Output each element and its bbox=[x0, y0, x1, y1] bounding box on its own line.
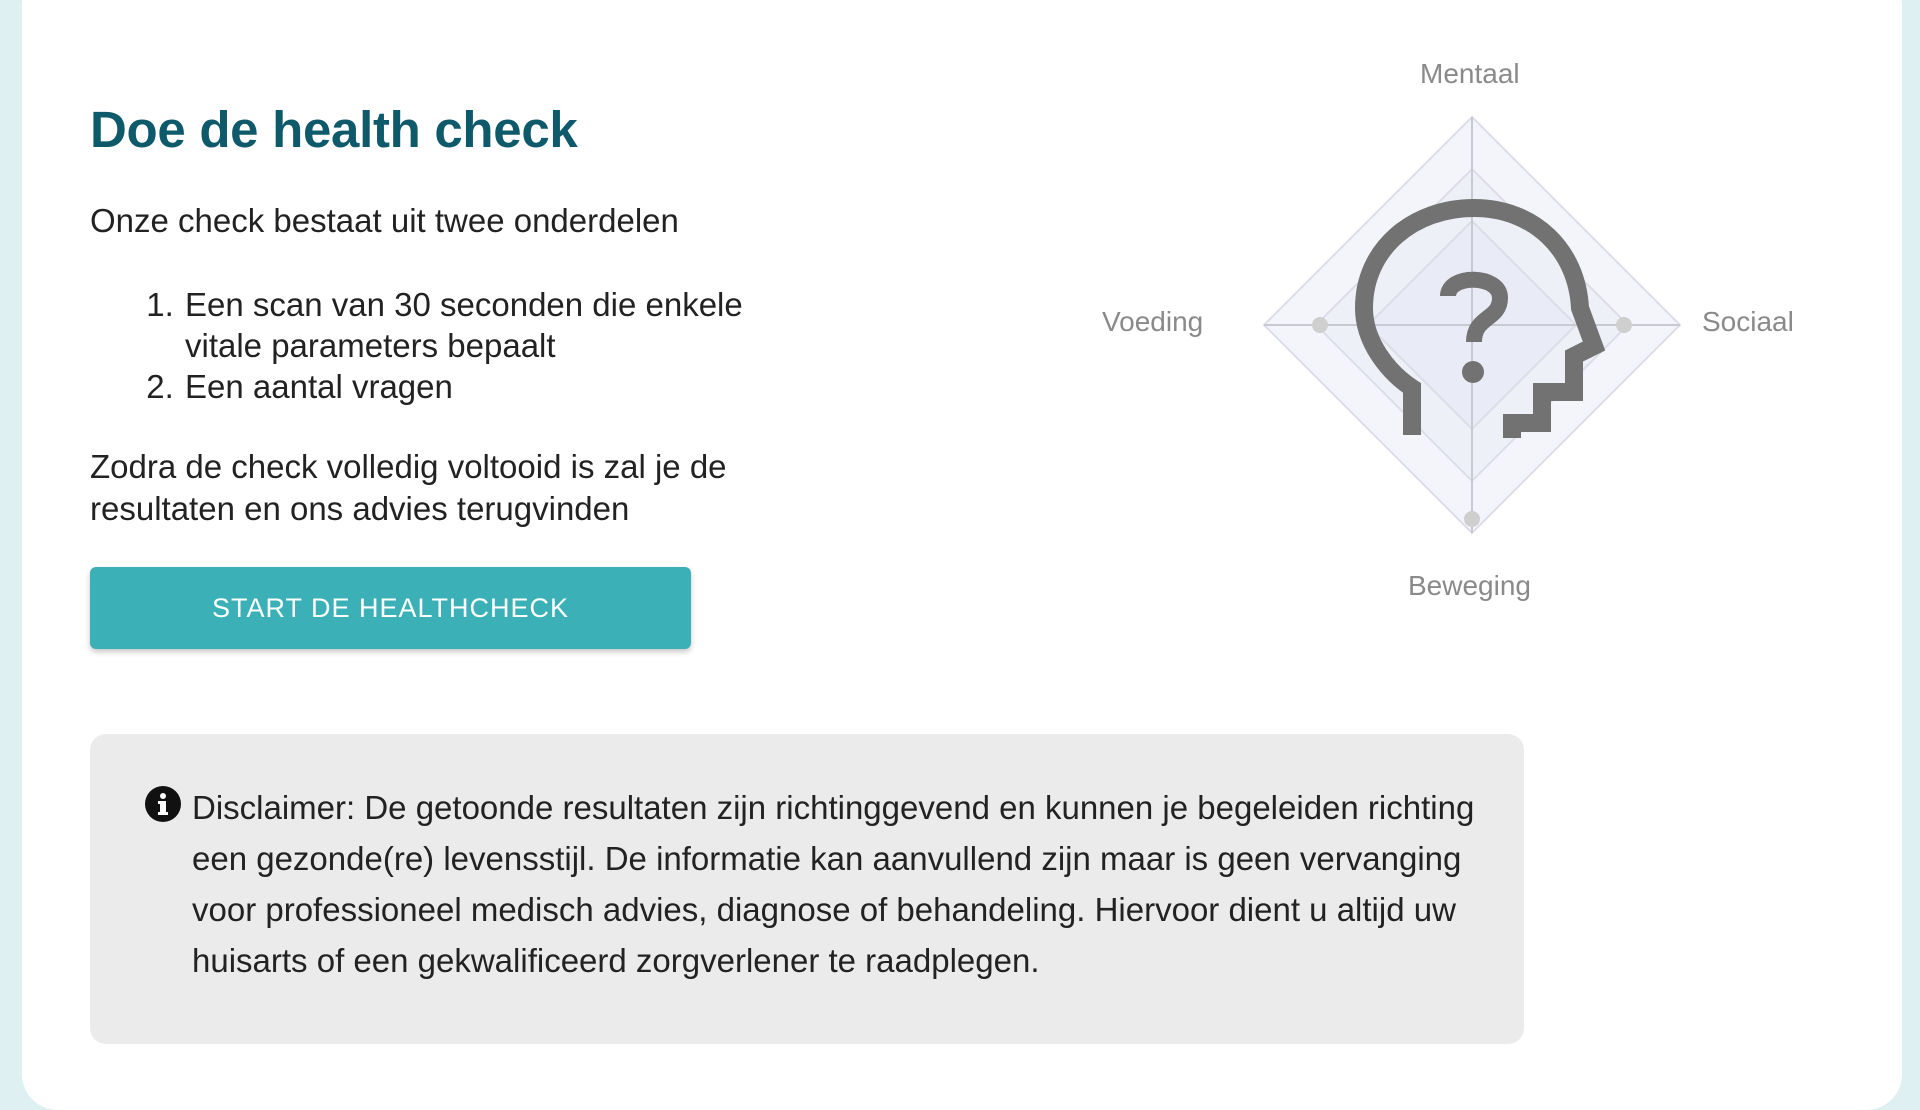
disclaimer-box bbox=[90, 734, 1524, 1044]
disclaimer-text: Disclaimer: De getoonde resultaten zijn richtinggevend en kunnen je begeleiden richting een gezonde(re) levensstijl. De informatie kan aanvullend zijn maar is geen vervanging voor professioneel medisch advies, diagnose of behandeling. Hiervoor dient u altijd uw huisarts of een gekwalificeerd zorgverlener te raadplegen. bbox=[192, 789, 1475, 979]
radar-point-sociaal bbox=[1616, 317, 1632, 333]
page-title: Doe de health check bbox=[90, 101, 578, 158]
radar-label-mentaal: Mentaal bbox=[1420, 58, 1520, 89]
list-item: 1. Een scan van 30 seconden die enkele vitale parameters bepaalt bbox=[183, 284, 810, 366]
radar-label-voeding: Voeding bbox=[1102, 306, 1204, 337]
radar-point-beweging bbox=[1464, 511, 1480, 527]
steps-list bbox=[90, 284, 810, 407]
outro-text: Zodra de check volledig voltooid is zal je de resultaten en ons advies terugvinden bbox=[90, 448, 727, 527]
list-item: 2. Een aantal vragen bbox=[183, 366, 810, 407]
radar-label-beweging: Beweging bbox=[1408, 570, 1531, 601]
health-check-card bbox=[22, 0, 1902, 1110]
radar-point-voeding bbox=[1312, 317, 1328, 333]
info-icon bbox=[145, 786, 181, 822]
radar-chart bbox=[1102, 58, 1822, 660]
start-healthcheck-button[interactable]: START DE HEALTHCHECK bbox=[90, 567, 691, 649]
intro-text: Onze check bestaat uit twee onderdelen bbox=[90, 202, 679, 239]
radar-label-sociaal: Sociaal bbox=[1702, 306, 1794, 337]
question-dot bbox=[1462, 361, 1484, 383]
